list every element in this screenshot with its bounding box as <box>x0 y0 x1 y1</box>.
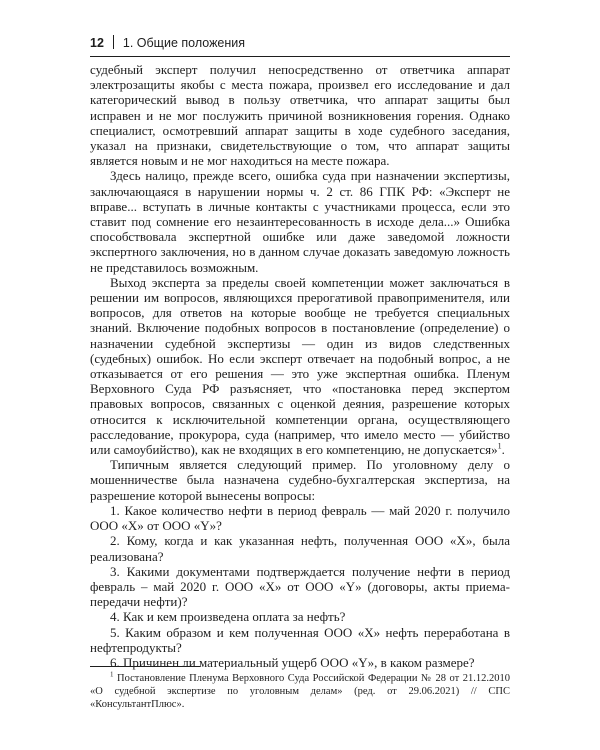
question-item: 4. Как и кем произведена оплата за нефть? <box>110 609 346 625</box>
question-item: 6. Причинен ли материальный ущерб ООО «Y», в каком размере? <box>110 654 475 670</box>
question-item: 5. Каким образом и кем полученная ООО «Х» нефть переработана в нефтепродукты? <box>90 624 510 655</box>
footnote-separator <box>90 666 200 667</box>
footnote-marker: 1 <box>110 670 114 679</box>
question-item: 2. Кому, когда и как указанная нефть, полученная ООО «Х», была реализована? <box>90 533 510 564</box>
question-item: 3. Какими документами подтверждается получение нефти в период февраль – май 2020 г. ООО «Х» от ООО «Y» (договоры, акты приема-передачи нефти)? <box>90 563 510 610</box>
header-divider <box>113 35 114 49</box>
footnote <box>90 672 510 711</box>
footnote-text: Постановление Пленума Верховного Суда Российской Федерации № 28 от 21.12.2010 «О судебной экспертизе по уголовным делам» (ред. от 29.06.2021) // СПС «КонсультантПлюс». <box>90 673 510 710</box>
paragraph: судебный эксперт получил непосредственно от ответчика аппарат электрозащиты якобы с места пожара, произвел его исследование и дал категорический вывод в пользу ответчика, что аппарат защиты был исправен и не мог послужить причиной возникновения горения. Однако специалист, осмотревший аппарат защиты в ходе судебного заседания, указал на признаки, свидетельствующие о том, что аппарат защиты является новым и не мог находиться на месте пожара. <box>90 62 510 169</box>
question-item: 1. Какое количество нефти в период февраль — май 2020 г. получило ООО «Х» от ООО «Y»? <box>90 502 510 534</box>
paragraph-text: Выход эксперта за пределы своей компетенции может заключаться в решении им вопросов, являющихся прерогативой правоприменителя, или вопросов, для ответов на которые вообще не требуется специальных знаний. Включение подобных вопросов в постановление (определение) о назначении судебной экспертизы — один из видов следственных (судебных) ошибок. Но если эксперт отвечает на подобный вопрос, а не отказывается от его решения — это уже экспертная ошибка. Пленум Верховного Суда РФ разъясняет, что «постановка перед экспертом правовых вопросов, связанных с оценкой деяния, разрешение которых относится к исключительной компетенции органа, осуществляющего расследование, прокурора, суда (например, что имело место — убийство или самоубийство), как не входящих в его компетенцию, не допускается» <box>90 274 510 458</box>
paragraph: Здесь налицо, прежде всего, ошибка суда при назначении экспертизы, заключающаяся в нарушении нормы ч. 2 ст. 86 ГПК РФ: «Эксперт не вправе... вступать в личные контакты с участниками процесса, если это ставит под сомнение его незаинтересованность в исходе дела...» Ошибка способствовала экспертной ошибке или даже заведомой ложности экспертного заключения, но в данном случае доказать заведомую ложность не представилось возможным. <box>90 168 510 275</box>
main-text <box>90 62 510 670</box>
section-title: 1. Общие положения <box>122 36 246 50</box>
paragraph: Выход эксперта за пределы своей компетенции может заключаться в решении им вопросов, являющихся прерогативой правоприменителя, или вопросов, для ответов на которые вообще не требуется специальных знаний. Включение подобных вопросов в постановление (определение) о назначении судебной экспертизы — один из видов следственных (судебных) ошибок. Но если эксперт отвечает на подобный вопрос, а не отказывается от его решения — это уже экспертная ошибка. Пленум Верховного Суда РФ разъясняет, что «постановка перед экспертом правовых вопросов, связанных с оценкой деяния, разрешение которых относится к исключительной компетенции органа, осуществляющего расследование, прокурора, суда (например, что имело место — убийство или самоубийство), как не входящих в его компетенцию, не допускается»$^1$. <box>90 274 510 458</box>
footnote-reference[interactable]: 1 <box>497 441 502 451</box>
paragraph: Типичным является следующий пример. По уголовному делу о мошенничестве была назначена судебно-бухгалтерская экспертиза, на разрешение которой вынесены вопросы: <box>90 457 510 503</box>
running-header <box>90 34 510 57</box>
question-list <box>90 503 510 670</box>
page-number: 12 <box>90 36 104 50</box>
